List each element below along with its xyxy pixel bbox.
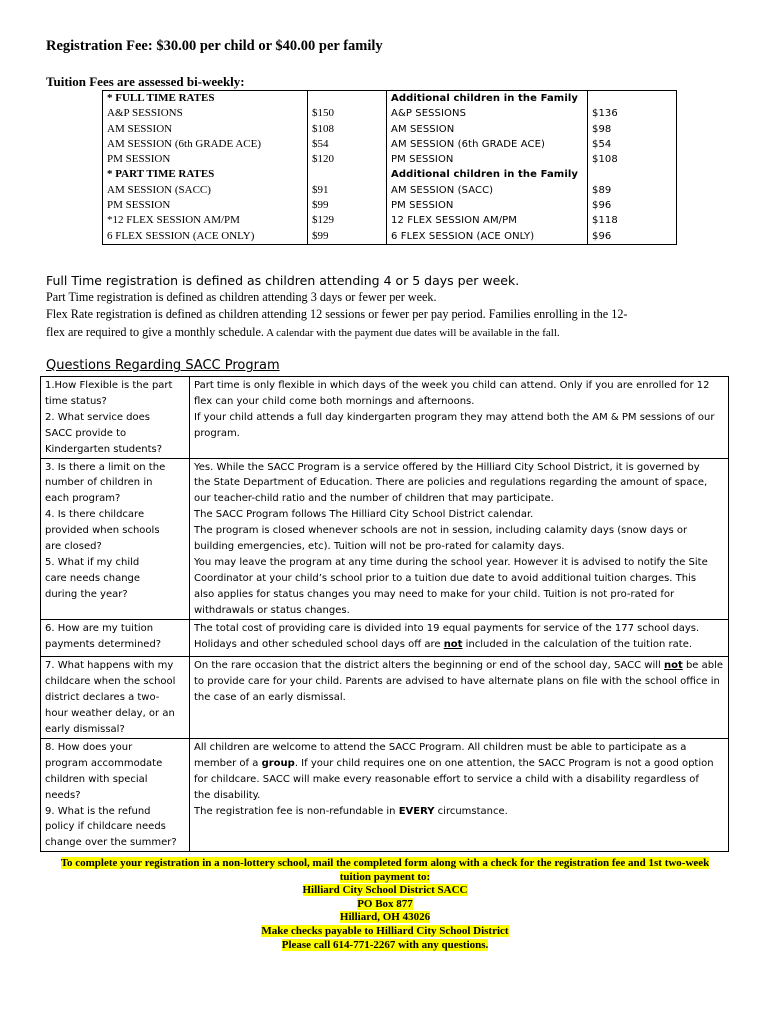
answer-text: Coordinator at your child’s school prior to a tuition due date to avoid additional tuition charges. This: [194, 572, 697, 584]
fee-price: $99: [312, 229, 329, 242]
fee-price: $99: [312, 199, 329, 212]
emphasis-group: group: [261, 757, 295, 769]
fee-label: AM SESSION: [107, 122, 173, 135]
question-text: 7. What happens with my: [45, 660, 174, 672]
answer-text: The SACC Program follows The Hilliard City School District calendar.: [194, 509, 534, 521]
fee-price: $96: [592, 200, 612, 212]
answer-text: The registration fee is non-refundable in EVERY circumstance.: [194, 805, 508, 817]
answer-cell: [190, 738, 729, 851]
question-cell: [41, 377, 190, 459]
answer-text: On the rare occasion that the district alters the beginning or end of the school day, SACC will not be able: [194, 660, 724, 672]
question-text: number of children in: [45, 477, 153, 489]
answer-text: The total cost of providing care is divided into 19 equal payments for service of the 177 school days.: [194, 622, 700, 634]
answer-text: All children are welcome to attend the SACC Program. All children must be able to participate as a: [194, 741, 687, 753]
fee-table-left-prices: [308, 91, 387, 245]
answer-cell: [190, 458, 729, 619]
registration-definitions: [46, 272, 726, 342]
qa-table: [40, 376, 729, 852]
fee-price: $136: [592, 108, 618, 120]
question-text: 2. What service does: [45, 411, 150, 423]
mailing-instructions: [40, 857, 730, 952]
answer-text: withdrawals or status changes.: [194, 604, 350, 616]
question-text: hour weather delay, or an: [45, 708, 175, 720]
question-text: 5. What if my child: [45, 556, 140, 568]
question-cell: [41, 458, 190, 619]
fee-label: PM SESSION: [107, 153, 171, 166]
fee-label: AM SESSION (SACC): [391, 184, 494, 196]
fee-price: $108: [592, 154, 618, 166]
fee-table-right-prices: [588, 91, 677, 245]
question-text: needs?: [45, 789, 81, 801]
question-text: are closed?: [45, 541, 102, 553]
question-cell: [41, 657, 190, 739]
answer-text: the disability.: [194, 789, 261, 801]
fee-price: $150: [312, 107, 334, 120]
fee-label: AM SESSION (6th GRADE ACE): [107, 137, 262, 150]
answer-text: The program is closed whenever schools are not in session, including calamity days (snow days or: [194, 525, 688, 537]
question-text: 3. Is there a limit on the: [45, 461, 166, 473]
fee-label: A&P SESSIONS: [107, 107, 183, 120]
fee-price: $54: [312, 137, 329, 150]
fee-table-right-labels: [387, 91, 588, 245]
fee-price: $96: [592, 230, 612, 242]
fee-label: PM SESSION: [391, 200, 454, 212]
fee-price: $129: [312, 214, 334, 227]
footer-line: To complete your registration in a non-lottery school, mail the completed form along with a check for the registration fee and 1st two-week: [60, 857, 710, 869]
question-text: 8. How does your: [45, 741, 133, 753]
question-text: provided when schools: [45, 525, 160, 537]
fee-table-left-labels: [103, 91, 308, 245]
fee-price: $89: [592, 184, 612, 196]
question-text: 1.How Flexible is the part: [45, 380, 173, 391]
answer-cell: [190, 619, 729, 657]
city-zip: Hilliard, OH 43026: [339, 911, 431, 924]
fee-label: PM SESSION: [391, 154, 454, 166]
fee-label: 12 FLEX SESSION AM/PM: [391, 215, 518, 227]
emphasis-not: not: [443, 638, 463, 650]
fee-price: $118: [592, 215, 618, 227]
answer-cell: [190, 657, 729, 739]
fee-table: [102, 90, 677, 245]
question-text: early dismissal?: [45, 724, 125, 736]
additional-children-label: Additional children in the Family: [391, 93, 578, 104]
full-time-definition: Full Time registration is defined as children attending 4 or 5 days per week.: [46, 273, 520, 288]
answer-text: for childcare. SACC will make every reasonable effort to service a child with a disability regardless of: [194, 773, 699, 785]
question-text: district declares a two-: [45, 692, 160, 704]
question-text: policy if childcare needs: [45, 821, 166, 833]
part-time-definition: Part Time registration is defined as children attending 3 days or fewer per week.: [46, 290, 437, 305]
question-text: change over the summer?: [45, 837, 177, 849]
additional-children-label: Additional children in the Family: [391, 169, 578, 181]
question-text: 4. Is there childcare: [45, 509, 145, 521]
question-text: children with special: [45, 773, 148, 785]
answer-text: building emergencies, etc). Tuition will not be pro-rated for calamity days.: [194, 541, 565, 553]
fee-label: PM SESSION: [107, 199, 171, 212]
answer-text: the State Department of Education. There are policies and regulations regarding the amount of space,: [194, 477, 708, 489]
question-cell: [41, 738, 190, 851]
emphasis-not: not: [664, 660, 683, 672]
answer-text: If your child attends a full day kindergarten program they may attend both the AM & PM sessions of our: [194, 411, 715, 423]
answer-text: member of a group. If your child requires one on one attention, the SACC Program is not a good option: [194, 757, 714, 769]
contact-phone: Please call 614-771-2267 with any questions.: [281, 938, 489, 951]
fee-price: $98: [592, 123, 612, 135]
question-text: time status?: [45, 395, 107, 407]
answer-text: to provide care for your child. Parents are advised to have alternate plans on file with the school office in: [194, 676, 720, 688]
questions-heading: Questions Regarding SACC Program: [46, 358, 280, 373]
question-text: program accommodate: [45, 757, 163, 769]
full-time-rates-label: * FULL TIME RATES: [107, 92, 215, 104]
payable-to: Make checks payable to Hilliard City School District: [261, 924, 509, 937]
question-text: each program?: [45, 493, 121, 505]
fee-price: $108: [312, 122, 334, 135]
answer-text: Yes. While the SACC Program is a service offered by the Hilliard City School District, it is governed by: [194, 461, 700, 473]
question-text: 9. What is the refund: [45, 805, 151, 817]
answer-text: also applies for status changes you may need to make for your child. Tuition is not pro-rated for: [194, 588, 675, 600]
fee-price: $54: [592, 138, 612, 150]
answer-cell: [190, 377, 729, 459]
answer-text: our teacher-child ratio and the number of children that may participate.: [194, 493, 554, 505]
flex-definition-line1: Flex Rate registration is defined as children attending 12 sessions or fewer per pay period. Families enrolling in the 12-: [46, 307, 628, 322]
question-text: Kindergarten students?: [45, 443, 163, 455]
fee-label: A&P SESSIONS: [391, 108, 467, 120]
fee-label: *12 FLEX SESSION AM/PM: [107, 214, 240, 227]
question-cell: [41, 619, 190, 657]
district-name: Hilliard City School District SACC: [302, 884, 468, 897]
answer-text: Part time is only flexible in which days of the week you child can attend. Only if you are enrolled for 12: [194, 380, 710, 391]
emphasis-every: EVERY: [398, 805, 435, 817]
question-text: care needs change: [45, 572, 141, 584]
fee-price: $91: [312, 183, 329, 196]
calendar-note: A calendar with the payment due dates will be available in the fall.: [263, 326, 560, 339]
registration-fee-heading: Registration Fee: $30.00 per child or $40.00 per family: [46, 38, 383, 54]
flex-definition-line2: [46, 324, 726, 342]
flex-schedule-note: flex are required to give a monthly schedule.: [46, 324, 264, 339]
question-text: payments determined?: [45, 638, 162, 650]
answer-text: Holidays and other scheduled school days off are not included in the calculation of the tuition rate.: [194, 638, 693, 650]
footer-line: tuition payment to:: [339, 870, 431, 883]
fee-label: 6 FLEX SESSION (ACE ONLY): [107, 229, 255, 242]
question-text: childcare when the school: [45, 676, 176, 688]
answer-text: program.: [194, 427, 240, 439]
answer-text: You may leave the program at any time during the school year. However it is advised to notify the Site: [194, 556, 708, 568]
po-box: PO Box 877: [357, 897, 413, 910]
fee-label: AM SESSION: [391, 123, 455, 135]
answer-text: the case of an early dismissal.: [194, 692, 346, 704]
fee-label: AM SESSION (6th GRADE ACE): [391, 138, 545, 150]
question-text: SACC provide to: [45, 427, 127, 439]
question-text: during the year?: [45, 588, 128, 600]
question-text: 6. How are my tuition: [45, 622, 154, 634]
fee-price: $120: [312, 153, 334, 166]
fee-label: 6 FLEX SESSION (ACE ONLY): [391, 230, 535, 242]
part-time-rates-label: * PART TIME RATES: [107, 168, 215, 181]
answer-text: flex can your child come both mornings and afternoons.: [194, 395, 475, 407]
tuition-heading: Tuition Fees are assessed bi-weekly:: [46, 74, 245, 89]
fee-label: AM SESSION (SACC): [107, 183, 211, 196]
